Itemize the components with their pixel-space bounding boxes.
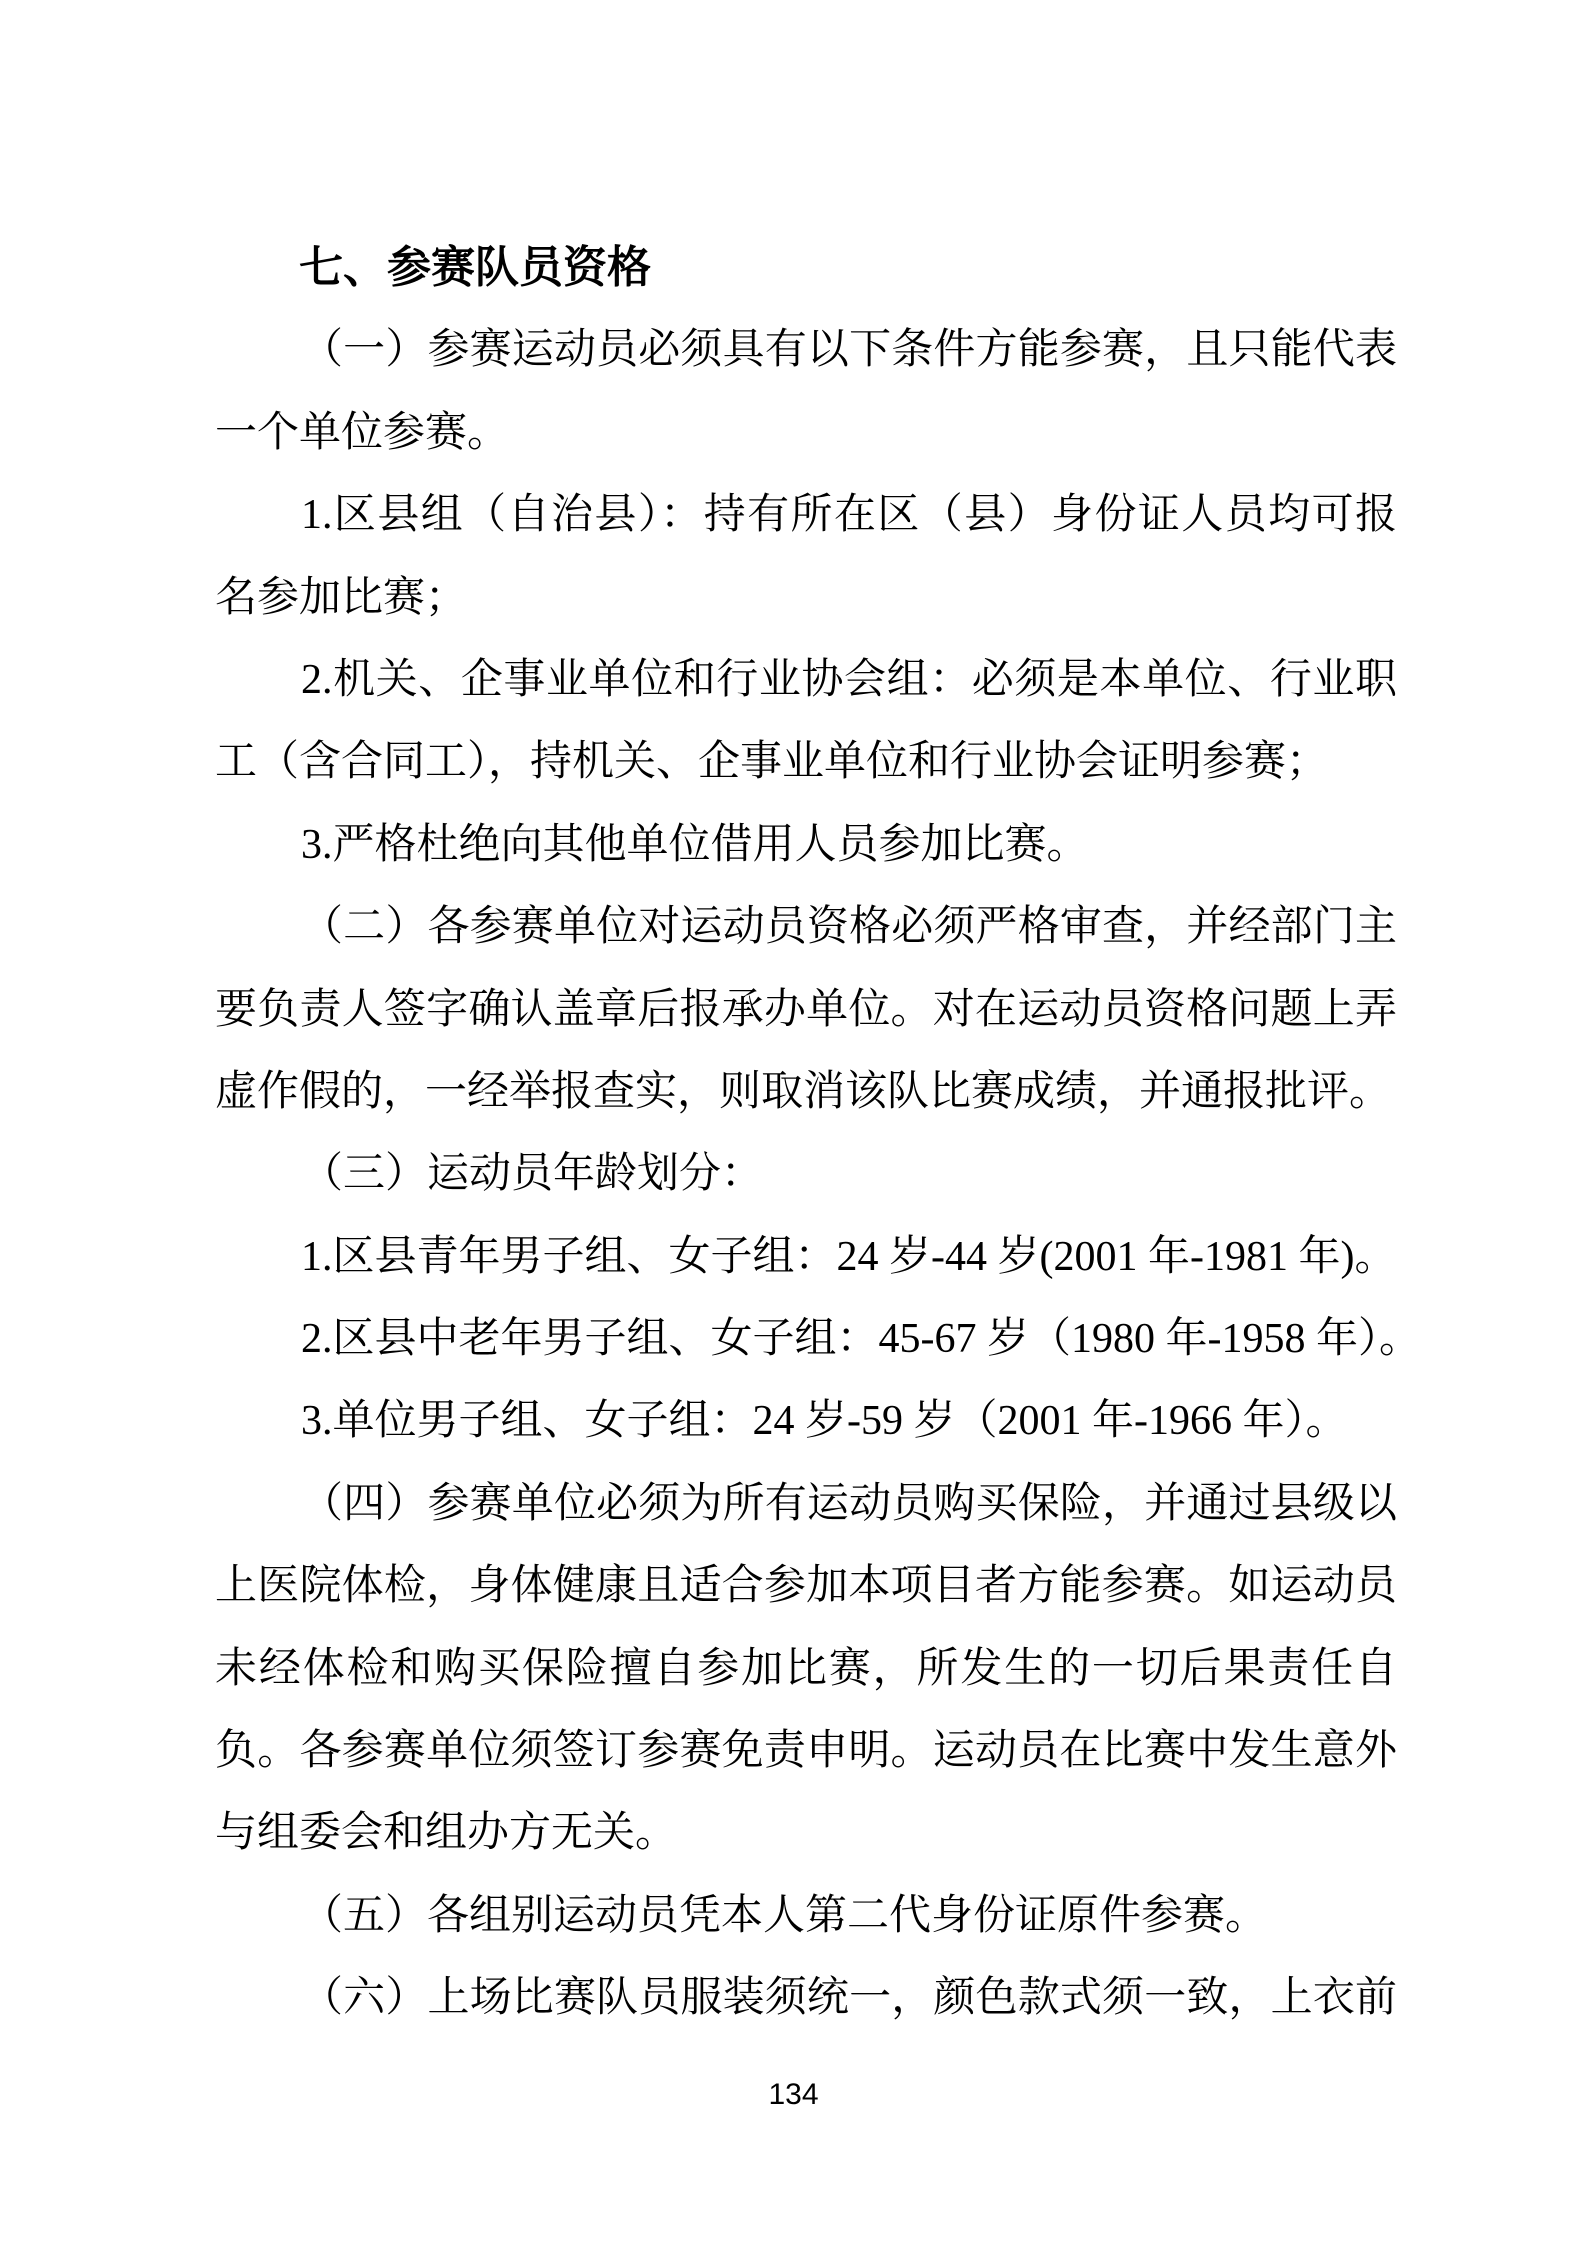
body-line: （五）各组别运动员凭本人第二代身份证原件参赛。 (301, 1892, 1268, 1939)
body-line: 3.严格杜绝向其他单位借用人员参加比赛。 (301, 821, 1089, 868)
body-line: （一）参赛运动员必须具有以下条件方能参赛，且只能代表 (301, 327, 1397, 374)
body-line: 3.单位男子组、女子组：24 岁-59 岁（2001 年-1966 年）。 (301, 1398, 1348, 1445)
body-line: 未经体检和购买保险擅自参加比赛，所发生的一切后果责任自 (215, 1645, 1397, 1692)
body-line: 1.区县青年男子组、女子组：24 岁-44 岁(2001 年-1981 年)。 (301, 1233, 1397, 1280)
body-line: 2.机关、企事业单位和行业协会组：必须是本单位、行业职 (301, 656, 1397, 703)
body-line: （二）各参赛单位对运动员资格必须严格审查，并经部门主 (301, 904, 1397, 951)
page-number: 134 (768, 2078, 819, 2111)
body-line: 与组委会和组办方无关。 (215, 1810, 678, 1857)
body-line: 虚作假的，一经举报查实，则取消该队比赛成绩，并通报批评。 (215, 1068, 1392, 1115)
body-line: 负。各参赛单位须签订参赛免责申明。运动员在比赛中发生意外 (215, 1728, 1397, 1775)
body-line: 2.区县中老年男子组、女子组：45-67 岁（1980 年-1958 年）。 (301, 1316, 1421, 1363)
body-line: （六）上场比赛队员服装须统一，颜色款式须一致，上衣前 (301, 1975, 1397, 2022)
content-block (215, 227, 1421, 2040)
body-line: 名参加比赛； (215, 574, 468, 621)
section-title: 七、参赛队员资格 (299, 243, 651, 292)
body-line: 一个单位参赛。 (215, 409, 510, 456)
body-line: 工（含合同工），持机关、企事业单位和行业协会证明参赛； (215, 739, 1329, 786)
body-line: 1.区县组（自治县）：持有所在区（县）身份证人员均可报 (301, 492, 1397, 539)
body-line: （四）参赛单位必须为所有运动员购买保险，并通过县级以 (301, 1480, 1397, 1527)
body-line: 上医院体检，身体健康且适合参加本项目者方能参赛。如运动员 (215, 1563, 1397, 1610)
body-line: 要负责人签字确认盖章后报承办单位。对在运动员资格问题上弄 (215, 986, 1397, 1033)
body-line: （三）运动员年龄划分： (301, 1151, 764, 1198)
